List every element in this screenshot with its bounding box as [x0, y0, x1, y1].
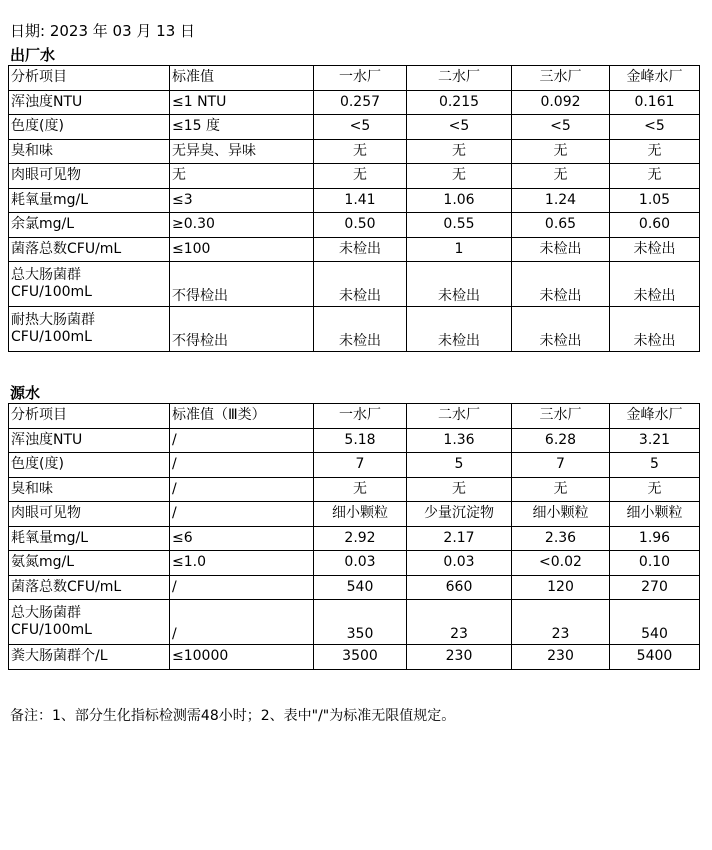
table-row [9, 502, 700, 527]
table-row [9, 453, 700, 478]
table-row [9, 164, 700, 189]
plant-value: 0.215 [407, 90, 512, 115]
plant-value: 0.161 [610, 90, 700, 115]
table-row [9, 600, 700, 645]
plant-value: 无 [512, 164, 610, 189]
plant-value: 无 [407, 477, 512, 502]
column-header: 金峰水厂 [610, 404, 700, 429]
factory-water-table [8, 65, 700, 352]
column-header: 分析项目 [9, 404, 170, 429]
plant-value: 660 [407, 575, 512, 600]
standard-value: ≤6 [170, 526, 314, 551]
analysis-item: 色度(度) [9, 115, 170, 140]
analysis-item: 耗氧量mg/L [9, 526, 170, 551]
standard-value: 不得检出 [170, 262, 314, 307]
plant-value: <0.02 [512, 551, 610, 576]
column-header: 分析项目 [9, 66, 170, 91]
plant-value: 0.257 [314, 90, 407, 115]
table-row [9, 307, 700, 352]
source-water-table [8, 403, 700, 670]
plant-value: 未检出 [314, 307, 407, 352]
column-header: 三水厂 [512, 66, 610, 91]
plant-value: 6.28 [512, 428, 610, 453]
plant-value: 无 [407, 164, 512, 189]
plant-value: 未检出 [512, 307, 610, 352]
analysis-item: 耐热大肠菌群 CFU/100mL [9, 307, 170, 352]
analysis-item: 臭和味 [9, 139, 170, 164]
column-header: 一水厂 [314, 404, 407, 429]
column-header: 三水厂 [512, 404, 610, 429]
analysis-item: 总大肠菌群 CFU/100mL [9, 262, 170, 307]
plant-value: 23 [407, 600, 512, 645]
plant-value: 0.10 [610, 551, 700, 576]
standard-value: ≤1.0 [170, 551, 314, 576]
standard-value: ≤10000 [170, 645, 314, 670]
plant-value: 3500 [314, 645, 407, 670]
plant-value: 1.05 [610, 188, 700, 213]
plant-value: 1 [407, 237, 512, 262]
header-row [9, 404, 700, 429]
plant-value: 无 [512, 477, 610, 502]
standard-value: 不得检出 [170, 307, 314, 352]
table-row [9, 575, 700, 600]
standard-value: / [170, 477, 314, 502]
plant-value: 2.36 [512, 526, 610, 551]
table-row [9, 90, 700, 115]
standard-value: 无 [170, 164, 314, 189]
table-row [9, 188, 700, 213]
analysis-item: 肉眼可见物 [9, 502, 170, 527]
standard-value: ≤15 度 [170, 115, 314, 140]
plant-value: 5.18 [314, 428, 407, 453]
table-row [9, 428, 700, 453]
plant-value: 0.50 [314, 213, 407, 238]
factory-water-title: 出厂水 [10, 46, 56, 64]
standard-value: ≥0.30 [170, 213, 314, 238]
plant-value: 细小颗粒 [610, 502, 700, 527]
plant-value: 无 [314, 139, 407, 164]
plant-value: 未检出 [512, 262, 610, 307]
analysis-item: 肉眼可见物 [9, 164, 170, 189]
plant-value: 5 [407, 453, 512, 478]
table-row [9, 262, 700, 307]
plant-value: 无 [610, 477, 700, 502]
plant-value: 少量沉淀物 [407, 502, 512, 527]
standard-value: ≤3 [170, 188, 314, 213]
plant-value: 1.41 [314, 188, 407, 213]
standard-value: / [170, 600, 314, 645]
analysis-item: 臭和味 [9, 477, 170, 502]
column-header: 一水厂 [314, 66, 407, 91]
plant-value: 1.06 [407, 188, 512, 213]
plant-value: 0.55 [407, 213, 512, 238]
plant-value: 未检出 [512, 237, 610, 262]
plant-value: 无 [610, 139, 700, 164]
plant-value: 未检出 [610, 237, 700, 262]
analysis-item: 菌落总数CFU/mL [9, 237, 170, 262]
plant-value: 无 [407, 139, 512, 164]
plant-value: 230 [407, 645, 512, 670]
plant-value: 230 [512, 645, 610, 670]
header-row [9, 66, 700, 91]
plant-value: 未检出 [314, 262, 407, 307]
analysis-item: 浑浊度NTU [9, 90, 170, 115]
table-row [9, 526, 700, 551]
table-row [9, 115, 700, 140]
source-water-title: 源水 [10, 384, 41, 402]
analysis-item: 粪大肠菌群个/L [9, 645, 170, 670]
analysis-item: 耗氧量mg/L [9, 188, 170, 213]
plant-value: 120 [512, 575, 610, 600]
plant-value: 无 [512, 139, 610, 164]
table-row [9, 551, 700, 576]
plant-value: 未检出 [610, 262, 700, 307]
standard-value: ≤100 [170, 237, 314, 262]
plant-value: 0.03 [407, 551, 512, 576]
plant-value: 细小颗粒 [512, 502, 610, 527]
plant-value: 无 [314, 477, 407, 502]
table-row [9, 645, 700, 670]
report-date: 日期: 2023 年 03 月 13 日 [10, 22, 196, 40]
plant-value: <5 [314, 115, 407, 140]
column-header: 二水厂 [407, 404, 512, 429]
plant-value: 1.24 [512, 188, 610, 213]
analysis-item: 氨氮mg/L [9, 551, 170, 576]
plant-value: <5 [512, 115, 610, 140]
standard-value: 无异臭、异味 [170, 139, 314, 164]
plant-value: 3.21 [610, 428, 700, 453]
plant-value: 未检出 [407, 262, 512, 307]
analysis-item: 总大肠菌群 CFU/100mL [9, 600, 170, 645]
analysis-item: 菌落总数CFU/mL [9, 575, 170, 600]
plant-value: 23 [512, 600, 610, 645]
plant-value: 2.17 [407, 526, 512, 551]
plant-value: 1.36 [407, 428, 512, 453]
plant-value: 270 [610, 575, 700, 600]
plant-value: 350 [314, 600, 407, 645]
analysis-item: 色度(度) [9, 453, 170, 478]
plant-value: 未检出 [407, 307, 512, 352]
plant-value: 细小颗粒 [314, 502, 407, 527]
plant-value: 未检出 [610, 307, 700, 352]
table-row [9, 477, 700, 502]
plant-value: 5400 [610, 645, 700, 670]
standard-value: / [170, 502, 314, 527]
standard-value: / [170, 453, 314, 478]
plant-value: 0.092 [512, 90, 610, 115]
plant-value: 7 [314, 453, 407, 478]
plant-value: 未检出 [314, 237, 407, 262]
plant-value: 无 [314, 164, 407, 189]
plant-value: <5 [407, 115, 512, 140]
table-row [9, 139, 700, 164]
analysis-item: 余氯mg/L [9, 213, 170, 238]
plant-value: 2.92 [314, 526, 407, 551]
standard-value: / [170, 428, 314, 453]
analysis-item: 浑浊度NTU [9, 428, 170, 453]
column-header: 二水厂 [407, 66, 512, 91]
table-row [9, 237, 700, 262]
table-row [9, 213, 700, 238]
plant-value: <5 [610, 115, 700, 140]
plant-value: 540 [610, 600, 700, 645]
column-header: 金峰水厂 [610, 66, 700, 91]
plant-value: 0.65 [512, 213, 610, 238]
footnote: 备注：1、部分生化指标检测需48小时；2、表中"/"为标准无限值规定。 [10, 708, 456, 724]
plant-value: 5 [610, 453, 700, 478]
column-header: 标准值（Ⅲ类） [170, 404, 314, 429]
column-header: 标准值 [170, 66, 314, 91]
plant-value: 无 [610, 164, 700, 189]
plant-value: 7 [512, 453, 610, 478]
plant-value: 540 [314, 575, 407, 600]
standard-value: ≤1 NTU [170, 90, 314, 115]
plant-value: 0.03 [314, 551, 407, 576]
plant-value: 0.60 [610, 213, 700, 238]
plant-value: 1.96 [610, 526, 700, 551]
standard-value: / [170, 575, 314, 600]
